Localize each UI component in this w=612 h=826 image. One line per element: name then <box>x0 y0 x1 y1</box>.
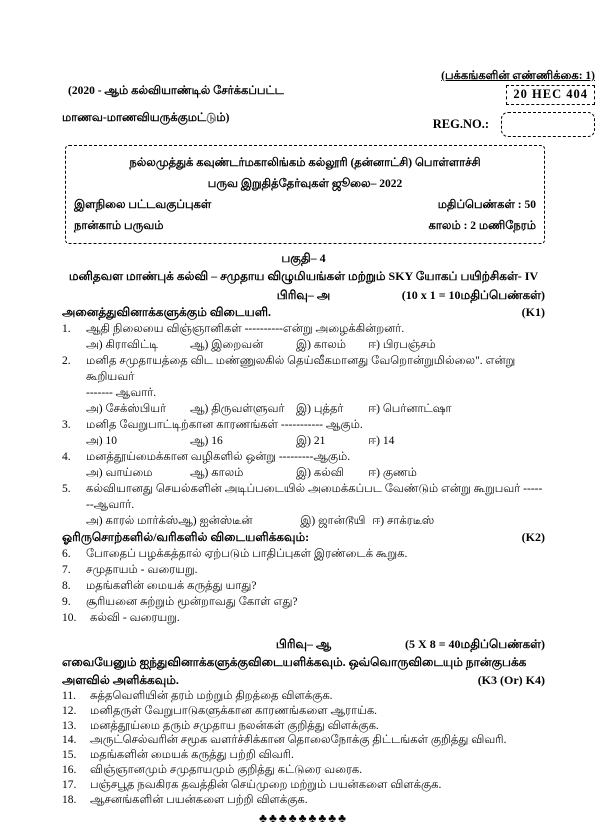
subject-title: மனிதவள மாண்புக் கல்வி – சமுதாய விழுமியங்கள் மற்றும் SKY யோகப் பயிற்சிகள்- IV <box>68 269 539 283</box>
question-number: 15. <box>62 749 77 762</box>
section-b-questions <box>62 689 545 807</box>
question-number: 3. <box>62 419 71 431</box>
short-answer-header <box>62 529 545 546</box>
question-number: 14. <box>62 734 77 747</box>
option-a: அ) சேக்ஸ்பியர் <box>86 403 167 415</box>
question-text: விஞ்ஞானமும் சமுதாயமும் குறித்து கட்டுரை வரைக. <box>90 763 363 776</box>
question-1 <box>62 321 545 337</box>
question-number: 13. <box>62 719 77 732</box>
main-content <box>62 145 545 826</box>
section-b-title: பிரிவு– ஆ <box>275 637 332 651</box>
question-3 <box>62 417 545 433</box>
option-i: இ) 21 <box>296 435 326 447</box>
question-text: அருட்செல்வரின் சமூக வளர்ச்சிக்கான தொலைநோக்கு திட்டங்கள் குறித்து விவரி. <box>90 734 507 747</box>
option-aa: ஆ) காலம் <box>190 467 244 479</box>
admitted-note-line2: மாணவ-மாணவியருக்குமட்டும்) <box>62 112 230 124</box>
question-text: கல்வியானது செயல்களின் அடிப்படையில் அமைக்கப்பட வேண்டும் என்று கூறுபவர் -------ஆவார். <box>86 483 543 511</box>
question-number: 17. <box>62 778 77 791</box>
option-aa: ஆ) இறைவன் <box>190 339 264 351</box>
section-b-instruction-line1: எவையேனும் ஐந்துவினாக்களுக்குவிடையளிக்கவும். ஒவ்வொருவிடையும் நான்குபக்க <box>62 655 527 669</box>
question-text: ஆதி நிலையை விஞ்ஞானிகள் ----------என்று அழைக்கின்றனர். <box>86 323 405 335</box>
admitted-note-line1: (2020 - ஆம் கல்வியாண்டில் சேர்க்கப்பட்ட <box>68 85 284 97</box>
question-2 <box>62 353 545 385</box>
option-ee: ஈ) சாக்ரடீஸ் <box>372 515 435 527</box>
question-6 <box>62 546 545 562</box>
reg-no-group <box>433 112 595 137</box>
question-number: 6. <box>62 548 71 560</box>
question-number: 8. <box>62 580 71 592</box>
option-aa: ஆ) திருவள்ளுவர் <box>190 403 285 415</box>
question-text: மதங்களின் மையக் கருத்து பற்றி விவரி. <box>90 749 294 762</box>
question-17 <box>62 778 545 793</box>
question-4 <box>62 449 545 465</box>
admitted-regno-row <box>62 112 595 137</box>
question-7 <box>62 562 545 578</box>
section-a-marks: (10 x 1 = 10மதிப்பெண்கள்) <box>401 288 545 302</box>
semester-label: நான்காம் பருவம் <box>74 220 164 232</box>
option-a: அ) வாய்மை <box>86 467 153 479</box>
question-text: மனத்தூய்மைக்கான வழிகளில் ஒன்று ---------ஆகும். <box>86 451 351 463</box>
option-ee: ஈ) பிரபஞ்சம் <box>368 339 436 351</box>
section-b-level: (K3 (Or) K4) <box>477 673 545 687</box>
question-text: ஆசனங்களின் பயன்களை பற்றி விளக்குக. <box>90 793 308 806</box>
question-2-options <box>62 401 545 417</box>
option-i: இ) புத்தர் <box>296 403 344 415</box>
question-text: மனித சமுதாயத்தை விட மண்ணுலகில் தெய்வீகமானது வேறொன்றுமில்லை". என்று கூறியவர் <box>86 355 516 383</box>
option-aa: ஆ) 16 <box>190 435 223 447</box>
question-18 <box>62 793 545 808</box>
option-ee: ஈ) 14 <box>368 435 395 447</box>
question-number: 2. <box>62 355 71 367</box>
question-2-continuation: ------- ஆவார். <box>86 387 157 399</box>
question-number: 5. <box>62 483 71 495</box>
question-text: கல்வி - வரையறு. <box>90 612 180 624</box>
admitted-code-row <box>62 85 595 105</box>
option-ee: ஈ) பெர்னாட்ஷா <box>368 403 452 415</box>
question-number: 7. <box>62 564 71 576</box>
reg-no-label: REG.NO.: <box>432 117 489 131</box>
question-5 <box>62 481 545 513</box>
question-1-options <box>62 337 545 353</box>
option-ee: ஈ) குணம் <box>368 467 417 479</box>
question-text: போதைப் பழக்கத்தால் ஏற்படும் பாதிப்புகள் இரண்டைக் கூறுக. <box>86 548 408 560</box>
section-b-instruction-row2 <box>62 671 545 689</box>
section-a-level: (K1) <box>521 305 545 319</box>
question-11 <box>62 689 545 704</box>
option-a: அ) 10 <box>86 435 117 447</box>
question-text: சமுதாயம் - வரையறு. <box>86 564 198 576</box>
option-i: இ) கல்வி <box>296 467 344 479</box>
option-i: இ) ஜான்டூயி <box>300 515 366 527</box>
question-number: 10. <box>62 612 77 624</box>
question-5-options <box>62 513 545 529</box>
option-aa: ஆ) ஐன்ஸ்டீன் <box>178 515 253 527</box>
option-a: அ) காரல் மார்க்ஸ் <box>86 515 179 527</box>
question-text: மனிதருள் வேறுபாடுகளுக்கான காரணங்களை ஆராய்க. <box>90 704 378 717</box>
question-4-options <box>62 465 545 481</box>
question-12 <box>62 704 545 719</box>
short-answer-level: (K2) <box>521 530 545 544</box>
question-15 <box>62 748 545 763</box>
section-b-marks: (5 X 8 = 40மதிப்பெண்கள்) <box>405 637 545 651</box>
end-of-paper-mark: ♣♣♣♣♣♣♣♣♣ <box>259 811 348 826</box>
question-number: 4. <box>62 451 71 463</box>
section-b-instruction-line2: அளவில் அளிக்கவும். <box>62 673 179 687</box>
reg-no-entry-box <box>501 112 595 137</box>
college-name: நல்லமுத்துக் கவுண்டர்மகாலிங்கம் கல்லூரி (தன்னாட்சி) பொள்ளாச்சி <box>129 157 481 169</box>
question-8 <box>62 578 545 594</box>
option-a: அ) கிராவிட்டி <box>86 339 159 351</box>
duration-label: காலம் : 2 மணிநேரம் <box>428 220 536 232</box>
question-10 <box>62 610 545 626</box>
question-number: 11. <box>62 690 76 702</box>
section-a-title: பிரிவு– அ <box>276 288 331 302</box>
question-text: மனித வேறுபாட்டிற்கான காரணங்கள் ----------- ஆகும். <box>86 419 363 431</box>
question-number: 12. <box>62 704 77 717</box>
option-i: இ) காலம் <box>296 339 347 351</box>
short-answer-instruction: ஓரிருசொற்களில்/வரிகளில் விடையளிக்கவும்: <box>62 530 310 544</box>
question-number: 9. <box>62 596 71 608</box>
semester-duration-row <box>74 216 536 237</box>
question-text: சூரியனை சுற்றும் மூன்றாவது கோள் எது? <box>86 596 298 608</box>
question-16 <box>62 763 545 778</box>
pages-count-note: (பக்கங்களின் எண்ணிக்கை: 1) <box>441 70 595 82</box>
question-9 <box>62 594 545 610</box>
question-3-options <box>62 433 545 449</box>
course-code-box: 20 HEC 404 <box>506 85 595 105</box>
programme-marks-row <box>74 195 536 216</box>
section-a-instruction-row <box>62 304 545 321</box>
max-marks-label: மதிப்பெண்கள் : 50 <box>437 199 536 211</box>
exam-header-box <box>65 145 545 244</box>
section-a-instruction: அனைத்துவினாக்களுக்கும் விடையளி. <box>62 305 271 319</box>
pages-note-row <box>62 70 595 84</box>
question-text: சுத்தவெளியின் தரம் மற்றும் திறத்தை விளக்குக. <box>90 690 333 702</box>
question-number: 16. <box>62 763 77 776</box>
section-b-header <box>62 636 545 653</box>
section-a-header <box>62 287 545 304</box>
question-number: 1. <box>62 323 71 335</box>
question-text: பஞ்சபூத நவகிரக தவத்தின் செய்முறை மற்றும் பயன்களை விளக்குக. <box>90 778 442 791</box>
question-number: 18. <box>62 793 77 806</box>
question-text: மதங்களின் மையக் கருத்து யாது? <box>86 580 257 592</box>
part-title: பகுதி– 4 <box>281 251 326 265</box>
exam-name: பருவ இறுதித்தேர்வுகள் ஜூலை– 2022 <box>207 178 403 190</box>
programme-label: இளநிலை பட்டவகுப்புகள் <box>74 199 212 211</box>
question-13 <box>62 719 545 734</box>
question-14 <box>62 733 545 748</box>
question-text: மனத்தூய்மை தரும் சமுதாய நலன்கள் குறித்து விளக்குக. <box>90 719 379 732</box>
